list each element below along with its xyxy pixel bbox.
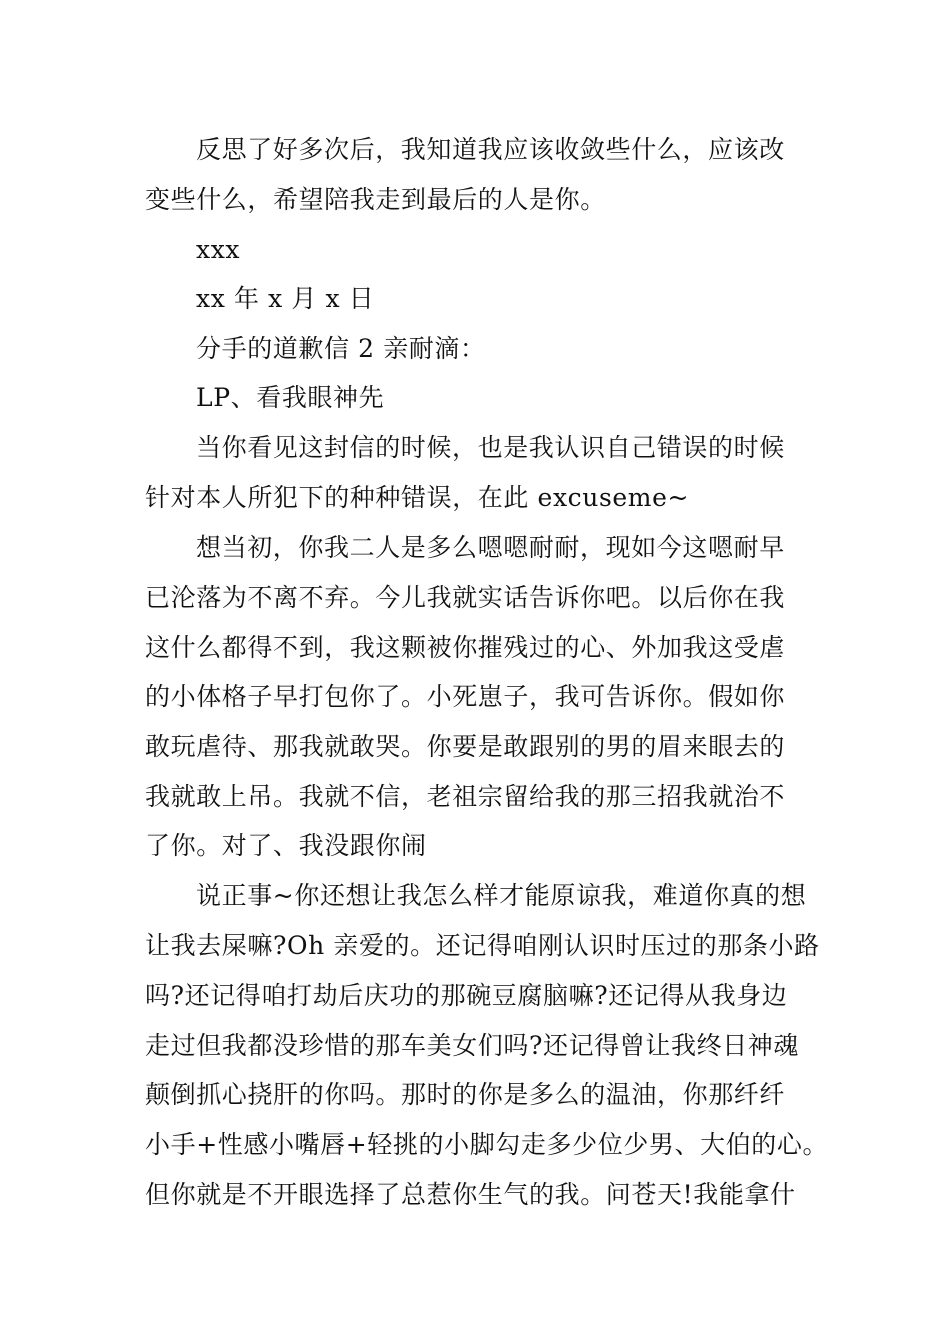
text-line: 但你就是不开眼选择了总惹你生气的我。问苍天!我能拿什 [145,1180,796,1209]
text-line: 变些什么，希望陪我走到最后的人是你。 [145,185,606,214]
text-line: 颠倒抓心挠肝的你吗。那时的你是多么的温油，你那纤纤 [145,1080,786,1109]
signature-name: xxx [196,235,241,264]
text-line: 反思了好多次后，我知道我应该收敛些什么，应该改 [196,135,785,164]
text-line: 我就敢上吊。我就不信，老祖宗留给我的那三招我就治不 [145,782,786,811]
text-line: 小手+性感小嘴唇+轻挑的小脚勾走多少位少男、大伯的心。 [145,1130,829,1159]
signature-date: xx 年 x 月 x 日 [196,284,375,313]
text-line: 针对本人所犯下的种种错误，在此 excuseme~ [145,483,690,512]
text-line: 的小体格子早打包你了。小死崽子，我可告诉你。假如你 [145,682,786,711]
text-line: 当你看见这封信的时候，也是我认识自己错误的时候 [196,433,785,462]
text-line: 走过但我都没珍惜的那车美女们吗?还记得曾让我终日神魂 [145,1031,800,1060]
text-line: 已沦落为不离不弃。今儿我就实话告诉你吧。以后你在我 [145,583,786,612]
text-line: LP、看我眼神先 [196,383,385,412]
text-line: 这什么都得不到，我这颗被你摧残过的心、外加我这受虐 [145,633,786,662]
text-line: 说正事~你还想让我怎么样才能原谅我，难道你真的想 [196,881,807,910]
section-heading: 分手的道歉信 2 亲耐滴： [196,334,486,363]
text-line: 让我去屎嘛?Oh 亲爱的。还记得咱刚认识时压过的那条小路 [145,931,820,960]
text-line: 想当初，你我二人是多么嗯嗯耐耐，现如今这嗯耐早 [196,533,785,562]
text-line: 敢玩虐待、那我就敢哭。你要是敢跟别的男的眉来眼去的 [145,732,786,761]
text-line: 了你。对了、我没跟你闹 [145,831,427,860]
text-line: 吗?还记得咱打劫后庆功的那碗豆腐脑嘛?还记得从我身边 [145,981,788,1010]
